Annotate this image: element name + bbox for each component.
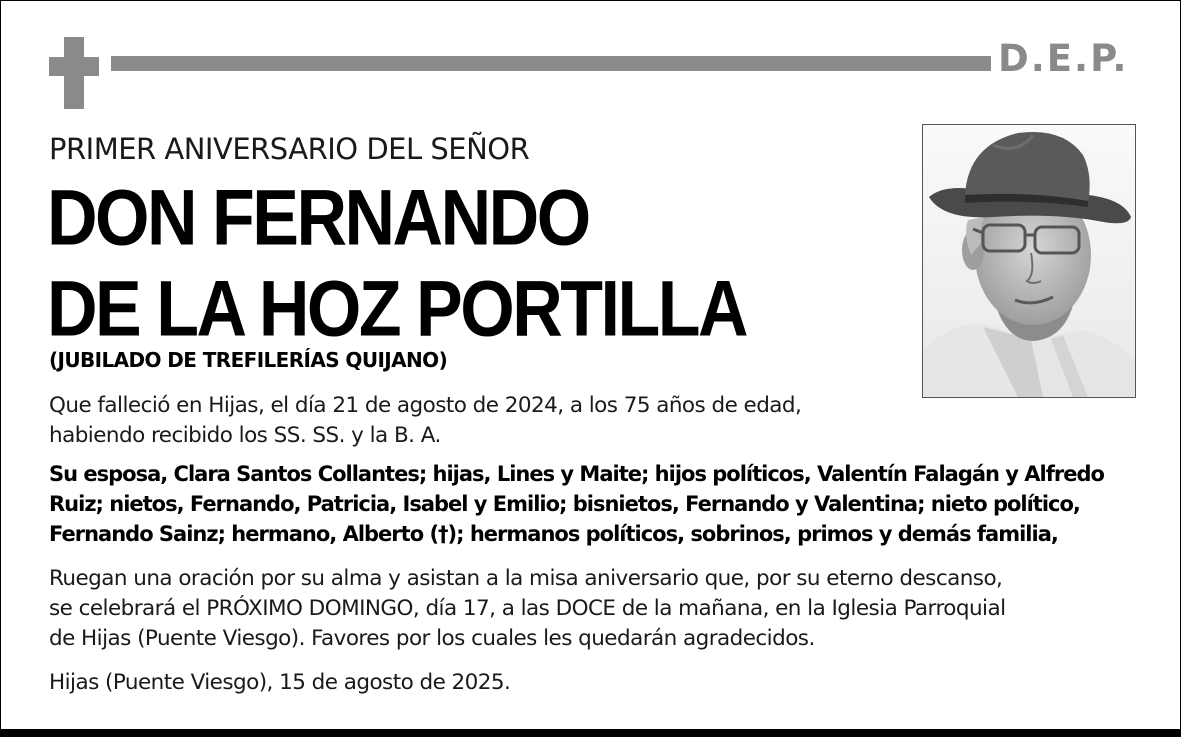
- name-line-2: DE LA HOZ PORTILLA: [47, 264, 747, 353]
- request-line: Ruegan una oración por su alma y asistan a la misa aniversario que, por su eterno descanso,: [49, 566, 1003, 591]
- deceased-name: [47, 173, 746, 354]
- place-date: Hijas (Puente Viesgo), 15 de agosto de 2025.: [49, 670, 511, 695]
- name-line-1: DON FERNANDO: [47, 174, 589, 262]
- family-line: Su esposa, Clara Santos Collantes; hijas, Lines y Maite; hijos políticos, Valentín Falagán y Alfredo: [49, 462, 1104, 486]
- portrait-photo: [922, 124, 1136, 398]
- header-rule: [111, 56, 991, 71]
- cross-icon: [49, 37, 99, 109]
- family-line: Ruiz; nietos, Fernando, Patricia, Isabel y Emilio; bisnietos, Fernando y Valentina; nieto político,: [49, 492, 1080, 516]
- bottom-border: [0, 729, 1181, 737]
- mass-request: [49, 564, 1006, 654]
- death-info-line: habiendo recibido los SS. SS. y la B. A.: [49, 423, 441, 448]
- notice-prefix: PRIMER ANIVERSARIO DEL SEÑOR: [49, 132, 530, 166]
- dep-label: D.E.P.: [998, 37, 1129, 80]
- portrait-illustration: [923, 125, 1135, 397]
- death-info-line: Que falleció en Hijas, el día 21 de agosto de 2024, a los 75 años de edad,: [49, 393, 802, 418]
- request-line: de Hijas (Puente Viesgo). Favores por los cuales les quedarán agradecidos.: [49, 626, 815, 651]
- request-line: se celebrará el PRÓXIMO DOMINGO, día 17, a las DOCE de la mañana, en la Iglesia Parroquial: [49, 596, 1006, 621]
- death-info: [49, 391, 801, 451]
- occupation: (JUBILADO DE TREFILERÍAS QUIJANO): [49, 348, 448, 372]
- family-line: Fernando Sainz; hermano, Alberto (†); hermanos políticos, sobrinos, primos y demás familia,: [49, 522, 1058, 546]
- family-list: [49, 459, 1104, 549]
